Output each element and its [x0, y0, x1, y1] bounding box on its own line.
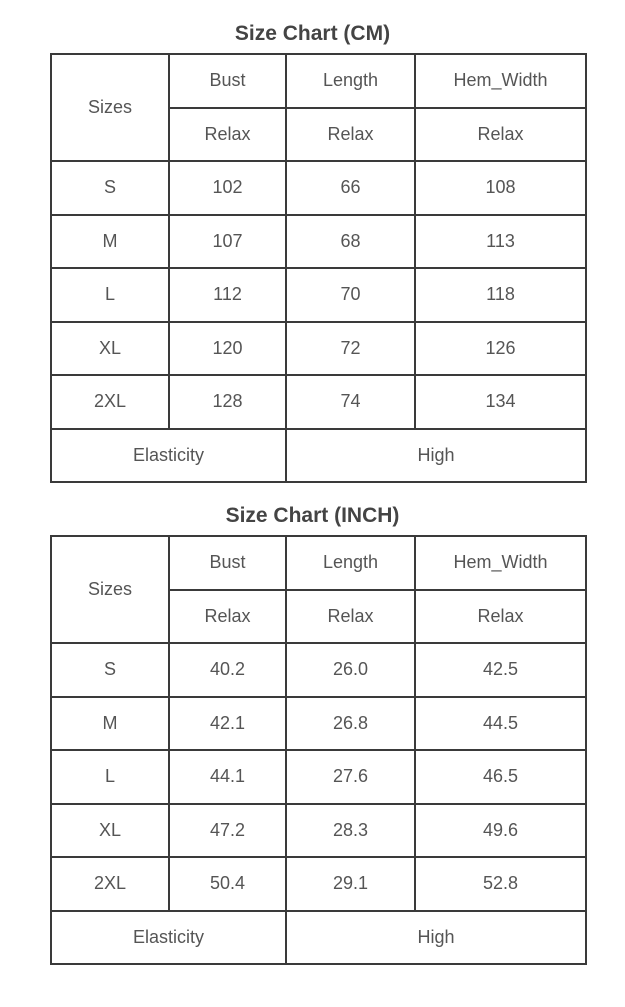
bust-cell: 44.1: [169, 750, 286, 804]
bust-header: Bust: [169, 54, 286, 108]
size-cell: S: [51, 643, 169, 697]
bust-cell: 47.2: [169, 804, 286, 858]
length-cell: 66: [286, 161, 415, 215]
sizes-header: Sizes: [51, 536, 169, 643]
length-cell: 74: [286, 375, 415, 429]
size-chart-cm-title: Size Chart (CM): [234, 22, 391, 45]
length-cell: 29.1: [286, 857, 415, 911]
size-cell: L: [51, 750, 169, 804]
length-cell: 70: [286, 268, 415, 322]
hem-width-fit-label: Relax: [415, 108, 586, 162]
elasticity-label: Elasticity: [51, 911, 286, 965]
sizes-header: Sizes: [51, 54, 169, 161]
bust-cell: 50.4: [169, 857, 286, 911]
table-row: [51, 697, 586, 751]
hem-width-fit-label: Relax: [415, 590, 586, 644]
table-row: [51, 857, 586, 911]
bust-fit-label: Relax: [169, 590, 286, 644]
size-cell: M: [51, 697, 169, 751]
length-fit-label: Relax: [286, 108, 415, 162]
elasticity-label: Elasticity: [51, 429, 286, 483]
table-header-row: [51, 536, 586, 590]
table-row: [51, 268, 586, 322]
hem-width-cell: 46.5: [415, 750, 586, 804]
size-chart-inch-title: Size Chart (INCH): [225, 504, 400, 527]
bust-cell: 107: [169, 215, 286, 269]
length-fit-label: Relax: [286, 590, 415, 644]
bust-fit-label: Relax: [169, 108, 286, 162]
bust-cell: 102: [169, 161, 286, 215]
size-cell: L: [51, 268, 169, 322]
size-cell: S: [51, 161, 169, 215]
length-cell: 72: [286, 322, 415, 376]
table-row: [51, 750, 586, 804]
hem-width-cell: 126: [415, 322, 586, 376]
elasticity-value: High: [286, 911, 586, 965]
length-cell: 28.3: [286, 804, 415, 858]
hem-width-cell: 134: [415, 375, 586, 429]
hem-width-cell: 118: [415, 268, 586, 322]
bust-header: Bust: [169, 536, 286, 590]
length-cell: 26.0: [286, 643, 415, 697]
bust-cell: 128: [169, 375, 286, 429]
length-header: Length: [286, 536, 415, 590]
bust-cell: 42.1: [169, 697, 286, 751]
length-header: Length: [286, 54, 415, 108]
table-header-row: [51, 54, 586, 108]
table-row: [51, 322, 586, 376]
table-row: [51, 643, 586, 697]
hem-width-header: Hem_Width: [415, 54, 586, 108]
hem-width-cell: 49.6: [415, 804, 586, 858]
size-chart-cm-table: [50, 53, 587, 483]
elasticity-row: [51, 429, 586, 483]
size-cell: M: [51, 215, 169, 269]
hem-width-cell: 113: [415, 215, 586, 269]
bust-cell: 40.2: [169, 643, 286, 697]
bust-cell: 120: [169, 322, 286, 376]
hem-width-cell: 108: [415, 161, 586, 215]
size-chart-inch-table: [50, 535, 587, 965]
length-cell: 26.8: [286, 697, 415, 751]
size-cell: XL: [51, 804, 169, 858]
size-cell: 2XL: [51, 857, 169, 911]
hem-width-header: Hem_Width: [415, 536, 586, 590]
length-cell: 27.6: [286, 750, 415, 804]
table-row: [51, 375, 586, 429]
table-row: [51, 804, 586, 858]
table-row: [51, 161, 586, 215]
hem-width-cell: 44.5: [415, 697, 586, 751]
length-cell: 68: [286, 215, 415, 269]
hem-width-cell: 52.8: [415, 857, 586, 911]
elasticity-row: [51, 911, 586, 965]
hem-width-cell: 42.5: [415, 643, 586, 697]
bust-cell: 112: [169, 268, 286, 322]
size-cell: XL: [51, 322, 169, 376]
size-cell: 2XL: [51, 375, 169, 429]
elasticity-value: High: [286, 429, 586, 483]
table-row: [51, 215, 586, 269]
